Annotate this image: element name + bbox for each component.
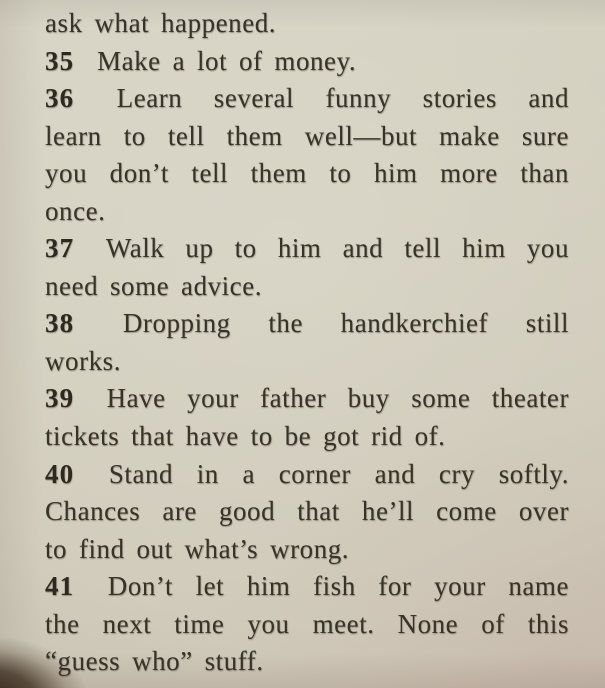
page-text-column <box>45 5 569 681</box>
line-text: tickets that have to be got rid of. <box>45 421 446 452</box>
text-line <box>45 456 569 494</box>
line-text: you don’t tell them to him more than <box>45 158 569 189</box>
line-text: works. <box>45 345 121 376</box>
line-text: learn to tell them well—but make sure <box>45 120 569 151</box>
item-number: 40 <box>45 458 75 489</box>
line-text: Dropping the handkerchief still <box>122 308 569 339</box>
text-line <box>45 193 569 231</box>
text-line <box>45 118 569 156</box>
line-text: Stand in a corner and cry softly. <box>108 458 569 489</box>
line-text: to find out what’s wrong. <box>45 533 350 564</box>
text-line <box>45 380 569 418</box>
text-line <box>45 43 569 81</box>
text-line <box>45 643 569 681</box>
line-text: “guess who” stuff. <box>45 646 264 677</box>
line-text: Learn several funny stories and <box>116 83 569 114</box>
line-text: Don’t let him fish for your name <box>107 571 569 602</box>
line-text: once. <box>45 195 106 226</box>
line-text: Chances are good that he’ll come over <box>45 496 569 527</box>
item-number: 35 <box>45 45 75 76</box>
line-text: the next time you meet. None of this <box>45 608 569 639</box>
line-text: ask what happened. <box>45 8 277 38</box>
item-number: 38 <box>45 308 75 339</box>
text-line <box>45 80 569 118</box>
item-number: 39 <box>45 383 75 414</box>
text-line <box>45 493 569 531</box>
text-line <box>45 155 569 193</box>
text-line <box>45 606 569 644</box>
text-line <box>45 268 569 306</box>
line-text: Walk up to him and tell him you <box>105 233 569 264</box>
line-text: Make a lot of money. <box>97 45 357 76</box>
text-line <box>45 418 569 456</box>
text-line <box>45 305 569 343</box>
item-number: 41 <box>45 571 75 602</box>
text-line <box>45 568 569 606</box>
text-line <box>45 5 569 43</box>
item-number: 37 <box>45 233 75 264</box>
item-number: 36 <box>45 83 75 114</box>
line-text: need some advice. <box>45 270 263 301</box>
text-line <box>45 343 569 381</box>
line-text: Have your father buy some theater <box>106 383 569 414</box>
text-line <box>45 531 569 569</box>
text-line <box>45 230 569 268</box>
